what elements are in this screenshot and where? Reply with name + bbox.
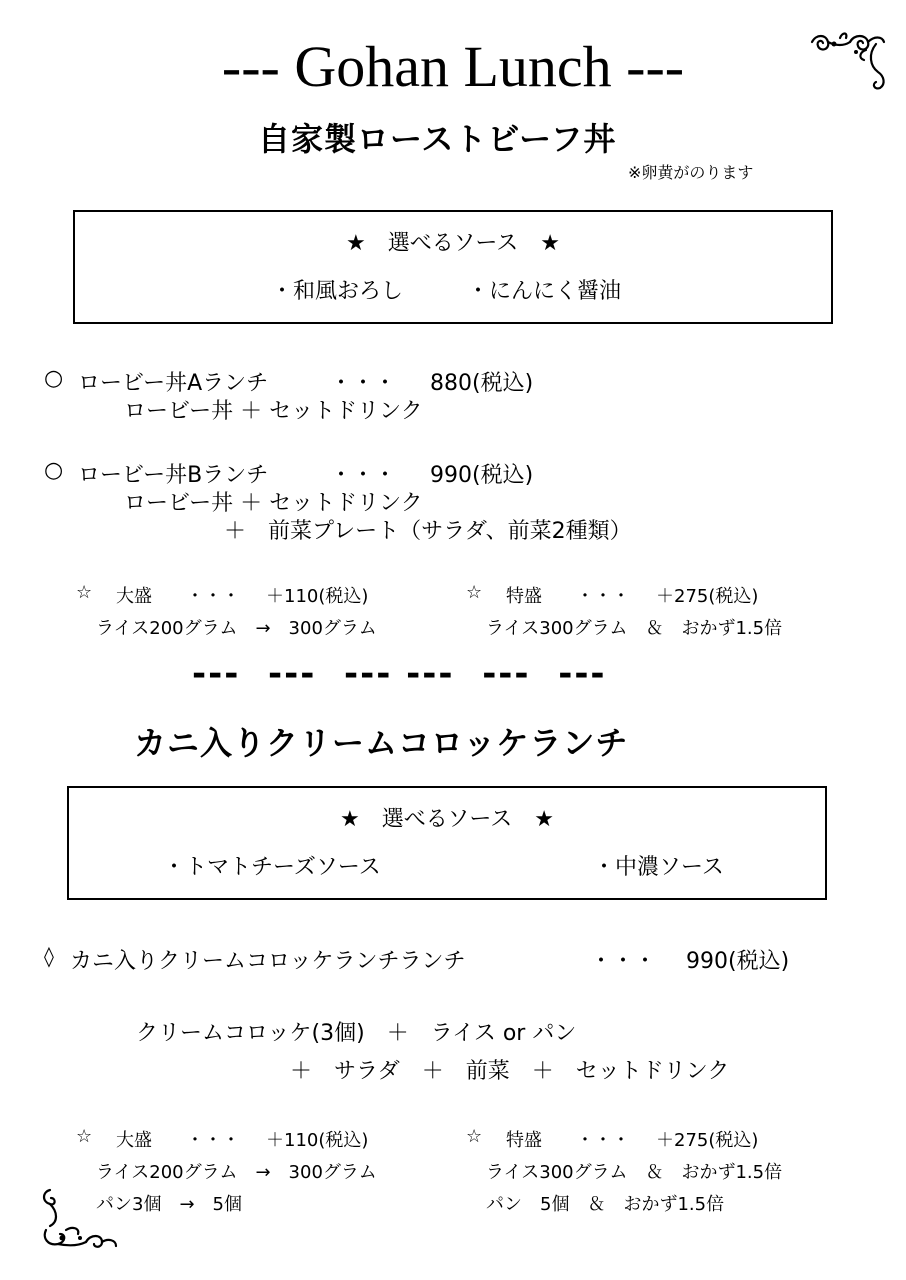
option-dots: ・・・: [576, 586, 630, 607]
page-title: --- Gohan Lunch ---: [221, 34, 685, 99]
item-price: 990(税込): [430, 463, 534, 488]
option-price: ＋275(税込): [656, 586, 759, 607]
item-name: ロービー丼Aランチ: [78, 371, 269, 396]
option-detail: ライス200グラム → 300グラム: [96, 1162, 377, 1183]
item-detail: ロービー丼 ＋ セットドリンク: [124, 399, 423, 424]
item-name: ロービー丼Bランチ: [78, 463, 269, 488]
item-marker: ◊: [44, 944, 54, 968]
option-dots: ・・・: [576, 1130, 630, 1151]
option-detail: パン 5個 ＆ おかず1.5倍: [486, 1194, 725, 1215]
option-name: 大盛: [116, 1130, 152, 1151]
dish-title-roast-beef: 自家製ローストビーフ丼: [258, 120, 617, 158]
option-dots: ・・・: [186, 1130, 240, 1151]
item-price: 990(税込): [686, 949, 790, 974]
swirl-ornament-icon: [806, 30, 890, 92]
option-name: 特盛: [506, 586, 542, 607]
sauce-box-header: ★ 選べるソース ★: [340, 807, 554, 832]
sauce-box-header: ★ 選べるソース ★: [346, 231, 560, 256]
sauce-option: ・にんにく醤油: [467, 279, 622, 304]
egg-yolk-note: ※卵黄がのります: [628, 163, 754, 182]
section-divider: --- --- --- --- --- ---: [192, 654, 607, 694]
item-detail: ロービー丼 ＋ セットドリンク: [124, 491, 423, 516]
item-detail: クリームコロッケ(3個) ＋ ライス or パン: [136, 1021, 577, 1046]
option-detail: ライス200グラム → 300グラム: [96, 618, 377, 639]
option-marker: ☆: [76, 582, 93, 603]
option-detail: パン3個 → 5個: [96, 1194, 242, 1215]
option-marker: ☆: [466, 582, 483, 603]
dish-title-croquette: カニ入りクリームコロッケランチ: [134, 724, 629, 762]
sauce-box-roast-beef: [73, 210, 833, 324]
sauce-box-croquette: [67, 786, 827, 900]
sauce-option: ・トマトチーズソース: [163, 855, 381, 880]
item-dots: ・・・: [330, 371, 397, 396]
option-name: 特盛: [506, 1130, 542, 1151]
option-detail: ライス300グラム ＆ おかず1.5倍: [486, 618, 783, 639]
item-name: カニ入りクリームコロッケランチランチ: [70, 949, 466, 974]
sauce-option: ・中濃ソース: [593, 855, 724, 880]
item-detail: ＋ 前菜プレート（サラダ、前菜2種類）: [224, 519, 632, 544]
option-price: ＋275(税込): [656, 1130, 759, 1151]
option-price: ＋110(税込): [266, 1130, 369, 1151]
item-marker: ○: [44, 458, 64, 483]
option-marker: ☆: [466, 1126, 483, 1147]
item-detail: ＋ サラダ ＋ 前菜 ＋ セットドリンク: [290, 1059, 730, 1084]
item-price: 880(税込): [430, 371, 534, 396]
item-dots: ・・・: [590, 949, 657, 974]
item-dots: ・・・: [330, 463, 397, 488]
sauce-option: ・和風おろし: [271, 279, 404, 304]
option-name: 大盛: [116, 586, 152, 607]
option-marker: ☆: [76, 1126, 93, 1147]
item-marker: ○: [44, 366, 64, 391]
swirl-ornament-icon: [36, 1186, 120, 1252]
option-dots: ・・・: [186, 586, 240, 607]
option-price: ＋110(税込): [266, 586, 369, 607]
option-detail: ライス300グラム ＆ おかず1.5倍: [486, 1162, 783, 1183]
